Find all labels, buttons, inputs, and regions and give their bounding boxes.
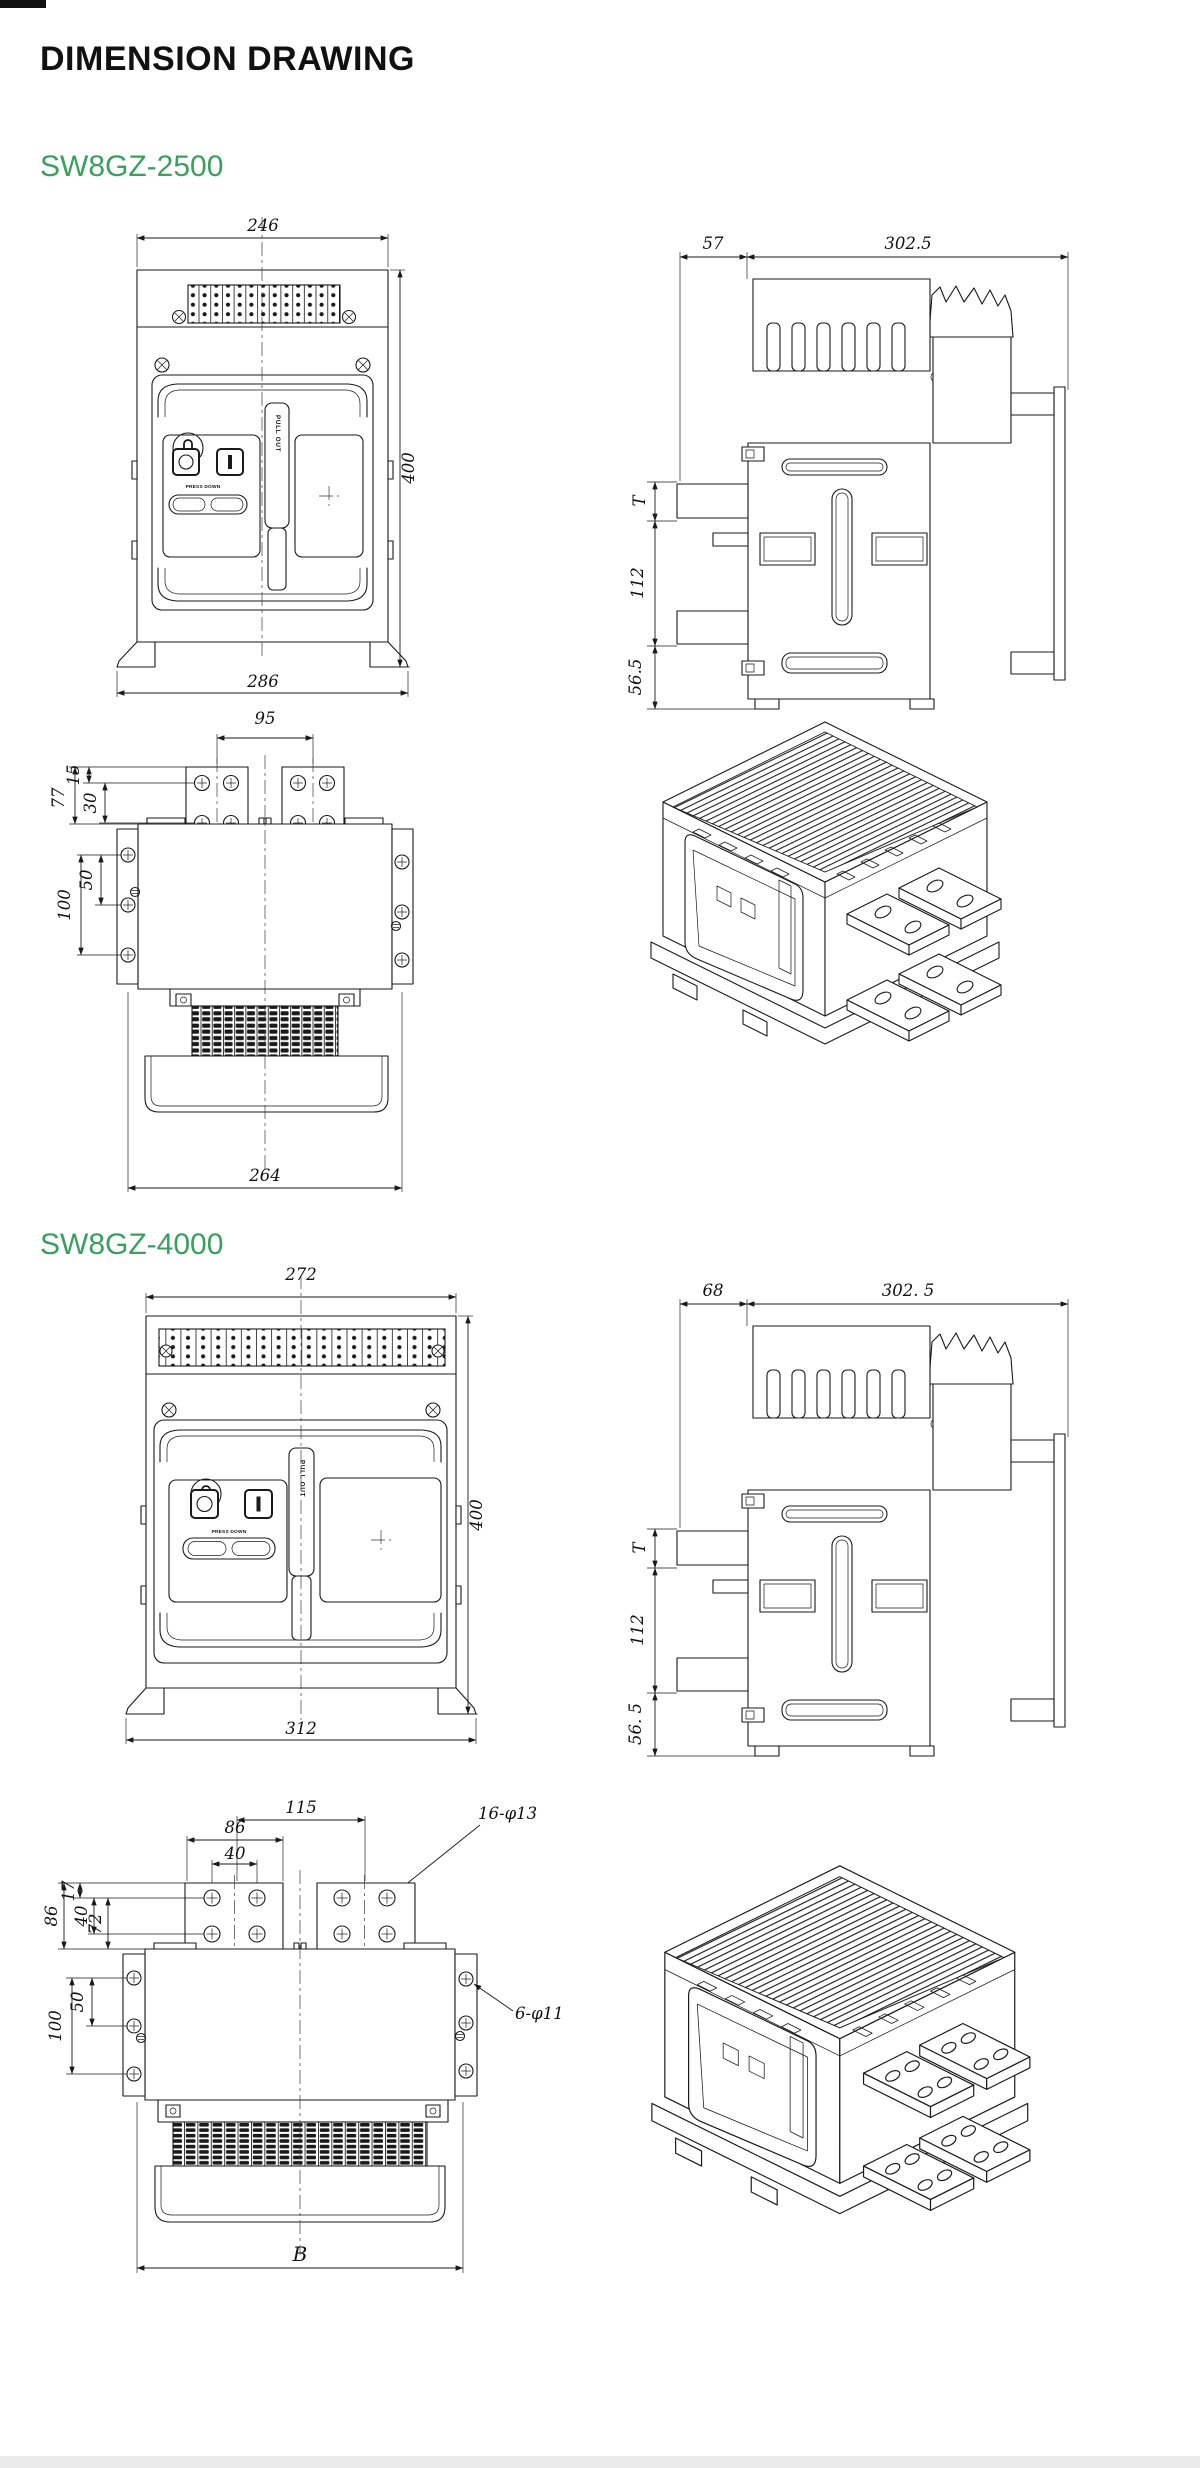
pull-out-label: PULL OUT xyxy=(298,1460,306,1498)
dim-label-17: 17 xyxy=(59,1880,78,1902)
dim-width-bottom xyxy=(117,671,408,697)
front-panel xyxy=(152,375,373,610)
dim-height xyxy=(390,270,418,667)
dim-label: 6-φ11 xyxy=(515,2004,564,2023)
dim-label-56-5: 56. 5 xyxy=(626,1703,645,1745)
dim-label: 95 xyxy=(254,709,276,728)
bottom-tray xyxy=(145,1056,388,1112)
model-label-sw8gz-2500: SW8GZ-2500 xyxy=(40,150,224,183)
dim-label: 400 xyxy=(399,452,418,484)
on-button-icon xyxy=(217,449,243,475)
dim-height xyxy=(458,1316,486,1714)
dim-width-top xyxy=(137,216,388,267)
dim-label: 16-φ13 xyxy=(478,1804,538,1823)
page-footer-strip xyxy=(0,2456,1200,2468)
dim-label-30: 30 xyxy=(81,792,100,814)
page-title: DIMENSION DRAWING xyxy=(40,40,415,78)
side-view-sw8gz-2500 xyxy=(626,225,1100,715)
dim-label-offset: 57 xyxy=(702,234,724,253)
dim-label-50: 50 xyxy=(77,869,96,891)
dim-label-72: 72 xyxy=(86,1913,105,1935)
model-label-sw8gz-4000: SW8GZ-4000 xyxy=(40,1228,224,1261)
dim-label: 40 xyxy=(224,1844,246,1863)
terminal-strip xyxy=(173,285,356,324)
dim-label-depth: 302.5 xyxy=(884,234,932,253)
dim-pad-pitch xyxy=(237,1798,365,1881)
dim-label-offset: 68 xyxy=(702,1281,724,1300)
dim-label-50: 50 xyxy=(68,1991,87,2013)
dim-label-t: T xyxy=(630,495,649,507)
dim-label-86: 86 xyxy=(42,1905,61,1927)
page-corner-mark xyxy=(0,0,46,8)
side-holes-callout xyxy=(474,1984,564,2023)
dim-label: 272 xyxy=(285,1265,317,1284)
front-view-sw8gz-2500 xyxy=(105,205,435,710)
dim-label-77: 77 xyxy=(49,787,68,809)
side-view-sw8gz-4000 xyxy=(626,1272,1100,1762)
dim-label: B xyxy=(292,2242,308,2266)
left-flange xyxy=(117,829,140,984)
pull-out-tab xyxy=(265,403,289,590)
dim-label-15: 15 xyxy=(64,764,83,786)
dim-label-depth: 302. 5 xyxy=(881,1281,935,1300)
front-view-sw8gz-4000 xyxy=(105,1250,505,1755)
breaker-body xyxy=(117,270,408,667)
press-down-label: PRESS DOWN xyxy=(211,1530,247,1535)
dim-label: 286 xyxy=(247,672,279,691)
dim-label: 400 xyxy=(467,1499,486,1531)
dim-label-100: 100 xyxy=(55,889,74,921)
dim-label-56-5: 56.5 xyxy=(626,658,645,696)
pull-out-tab xyxy=(289,1448,314,1640)
dim-label-40: 40 xyxy=(72,1905,91,1927)
bottom-view-sw8gz-4000 xyxy=(42,1795,570,2290)
dim-label: 246 xyxy=(247,216,279,235)
bottom-view-sw8gz-2500 xyxy=(49,700,425,1200)
iso-view-sw8gz-4000 xyxy=(605,1792,1075,2332)
on-button-icon xyxy=(245,1490,272,1518)
right-flange xyxy=(455,1954,477,2096)
off-button-icon xyxy=(191,1490,218,1518)
dim-label: 115 xyxy=(285,1798,317,1817)
press-down-label: PRESS DOWN xyxy=(185,485,221,490)
pull-out-label: PULL OUT xyxy=(274,415,281,453)
terminal-strip xyxy=(159,1329,445,1366)
dim-label: 312 xyxy=(285,1719,317,1738)
dim-label-100: 100 xyxy=(46,2010,65,2042)
dim-width-bottom xyxy=(126,1718,476,1744)
holes-callout xyxy=(394,1804,537,1894)
dim-label-112: 112 xyxy=(628,1614,647,1646)
dim-label: 264 xyxy=(249,1166,281,1185)
iso-view-sw8gz-2500 xyxy=(615,668,1035,1148)
mounting-feet xyxy=(117,642,408,667)
right-flange xyxy=(392,829,414,984)
front-panel xyxy=(154,1420,447,1663)
dim-label: 86 xyxy=(224,1818,246,1837)
dim-label-112: 112 xyxy=(628,567,647,599)
bottom-terminal-block xyxy=(158,2100,448,2166)
left-flange xyxy=(123,1954,146,2096)
dim-label-t: T xyxy=(630,1542,649,1554)
off-button-icon xyxy=(173,449,199,475)
